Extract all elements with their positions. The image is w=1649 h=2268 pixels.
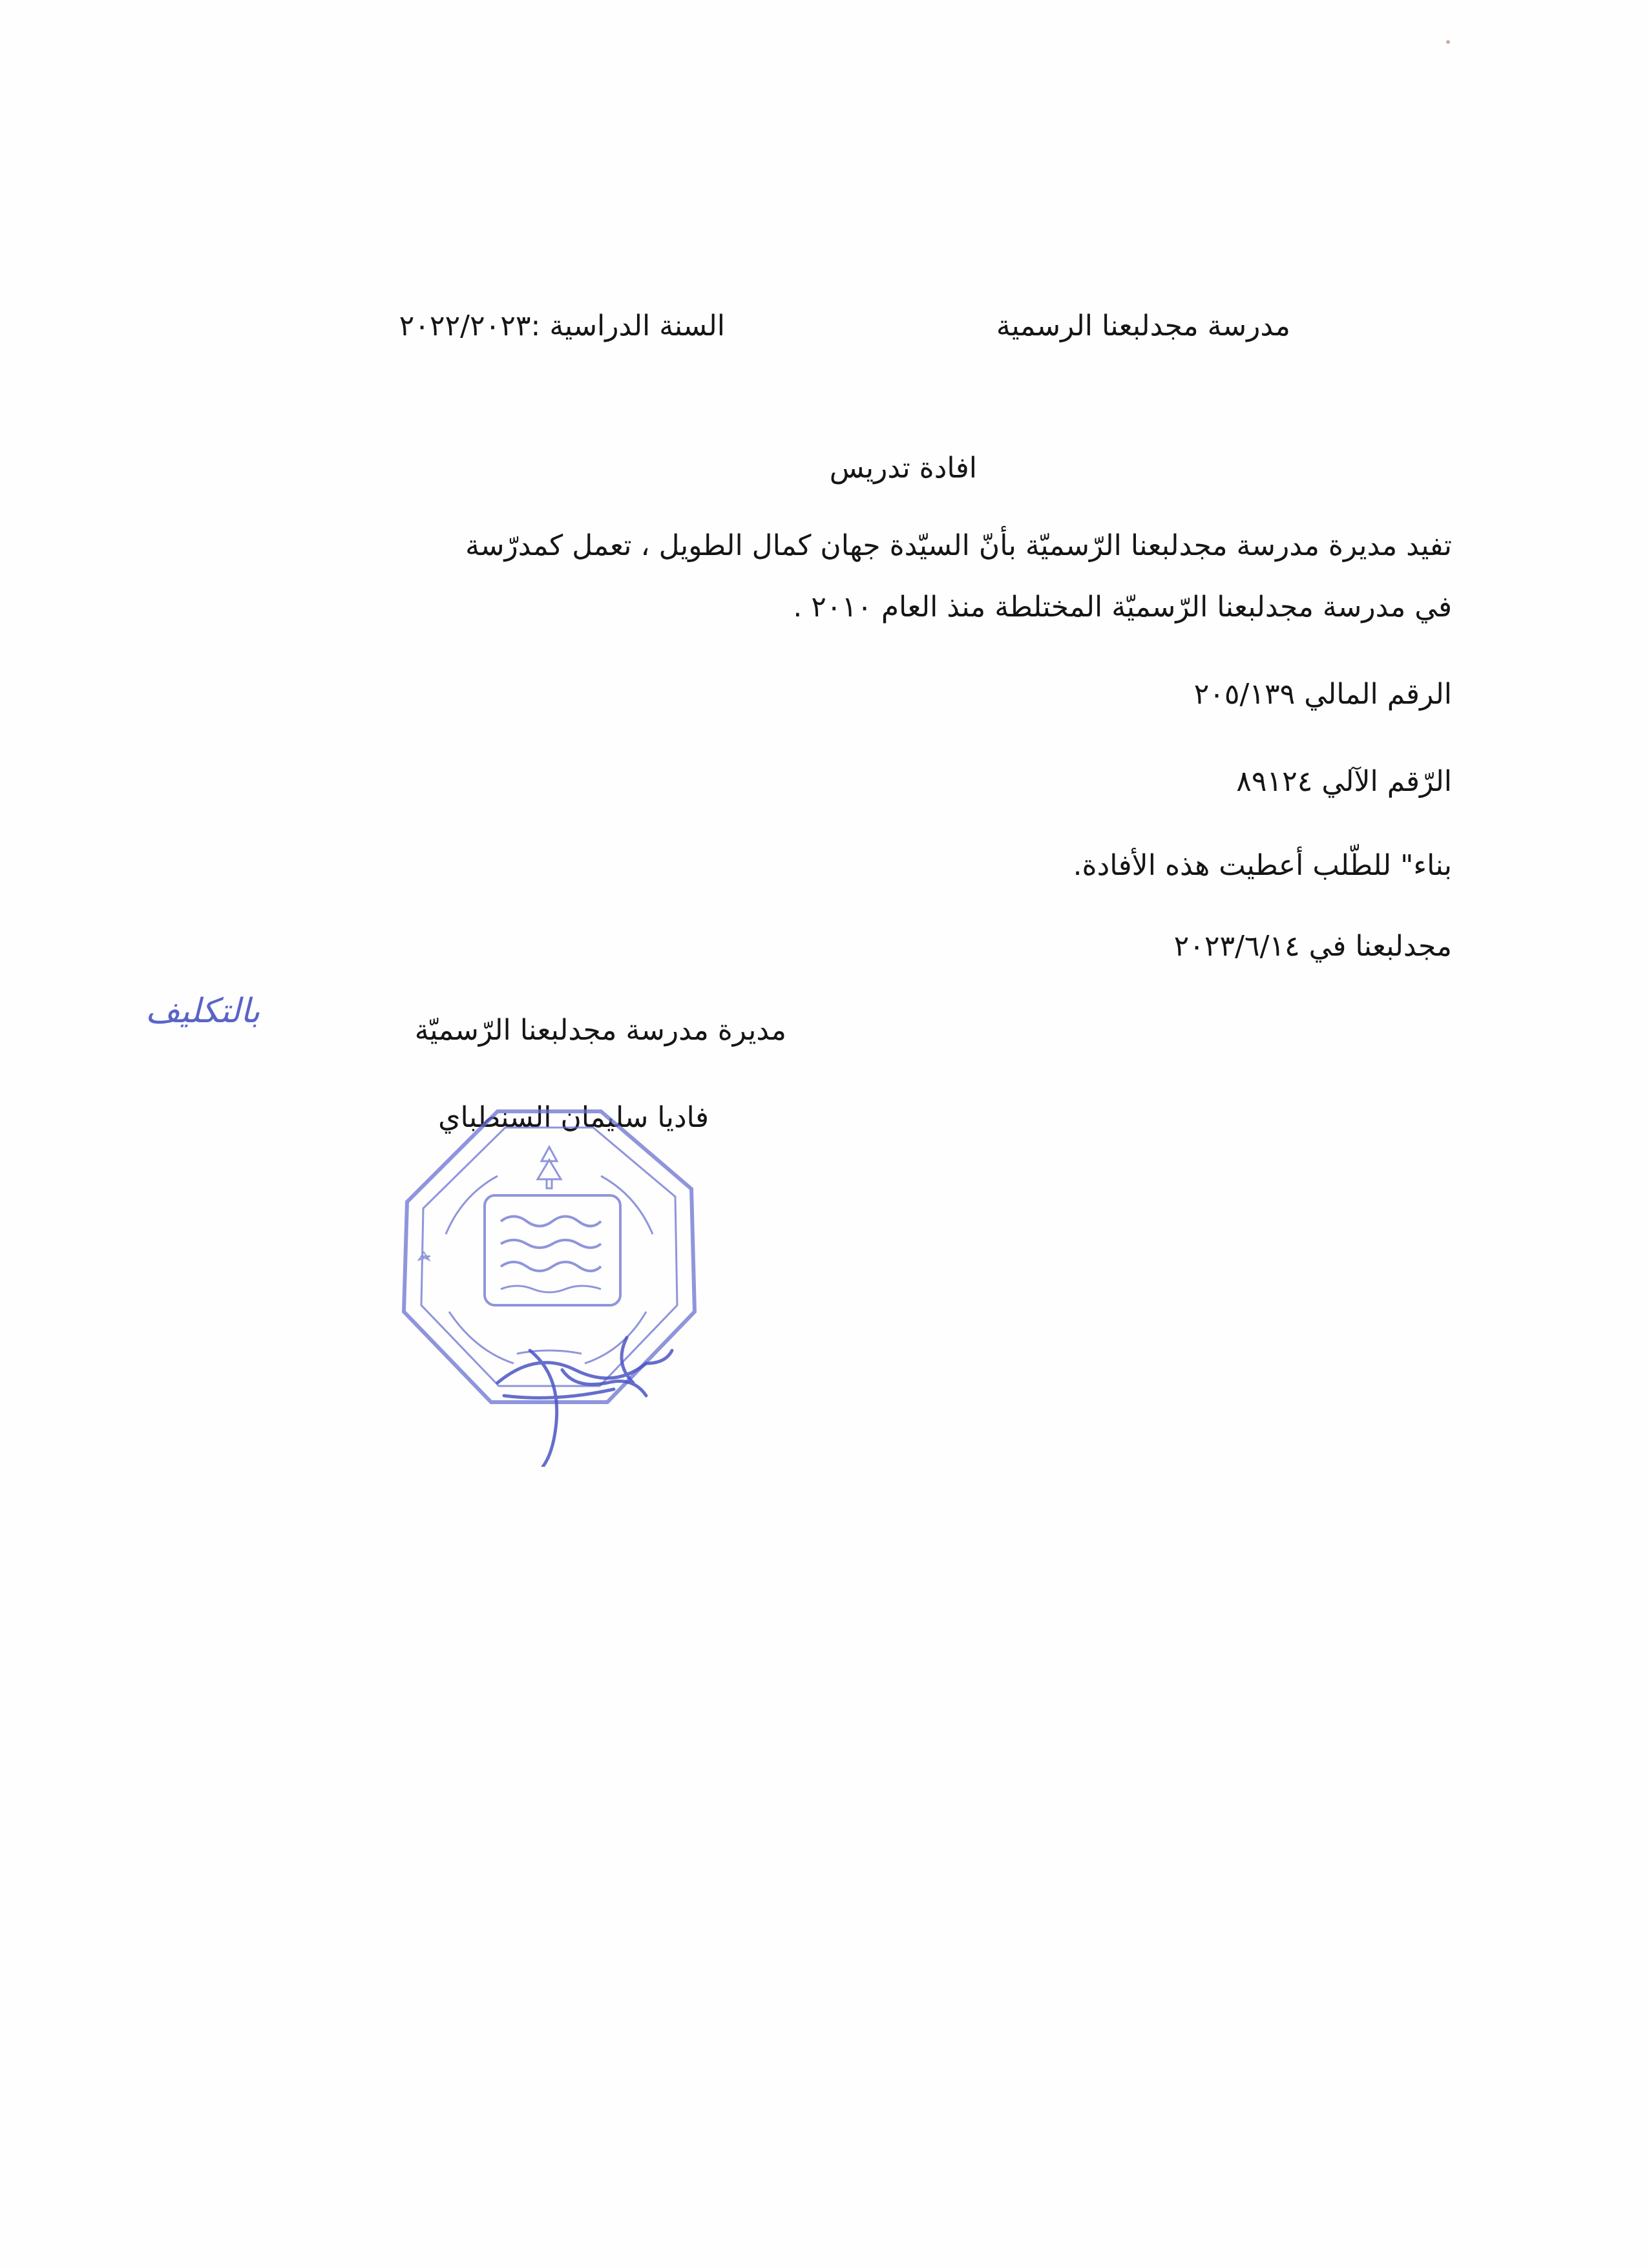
- place-and-date: مجدلبعنا في ٢٠٢٣/٦/١٤: [1173, 930, 1452, 963]
- automated-number: الرّقم الآلي ٨٩١٢٤: [1236, 765, 1452, 798]
- signatory-name: فاديا سليمان السنطباي: [438, 1101, 709, 1134]
- body-text-line-2: في مدرسة مجدلبعنا الرّسميّة المختلطة منذ العام ٢٠١٠ .: [793, 591, 1452, 624]
- closing-statement: بناء" للطّلب أعطيت هذه الأفادة.: [1073, 849, 1452, 882]
- academic-year-header: السنة الدراسية :٢٠٢٢/٢٠٢٣: [399, 310, 725, 342]
- handwritten-signature: [478, 1312, 685, 1467]
- signatory-title: مديرة مدرسة مجدلبعنا الرّسميّة: [414, 1014, 786, 1047]
- paper-speck: [1446, 40, 1450, 44]
- school-name-header: مدرسة مجدلبعنا الرسمية: [996, 310, 1290, 342]
- financial-number: الرقم المالي ٢٠٥/١٣٩: [1193, 678, 1452, 711]
- body-text-line-1: تفيد مديرة مدرسة مجدلبعنا الرّسميّة بأنّ السيّدة جهان كمال الطويل ، تعمل كمدرّسة: [465, 529, 1452, 562]
- handwritten-note: بالتكليف: [145, 992, 260, 1031]
- document-title: افادة تدريس: [829, 452, 977, 485]
